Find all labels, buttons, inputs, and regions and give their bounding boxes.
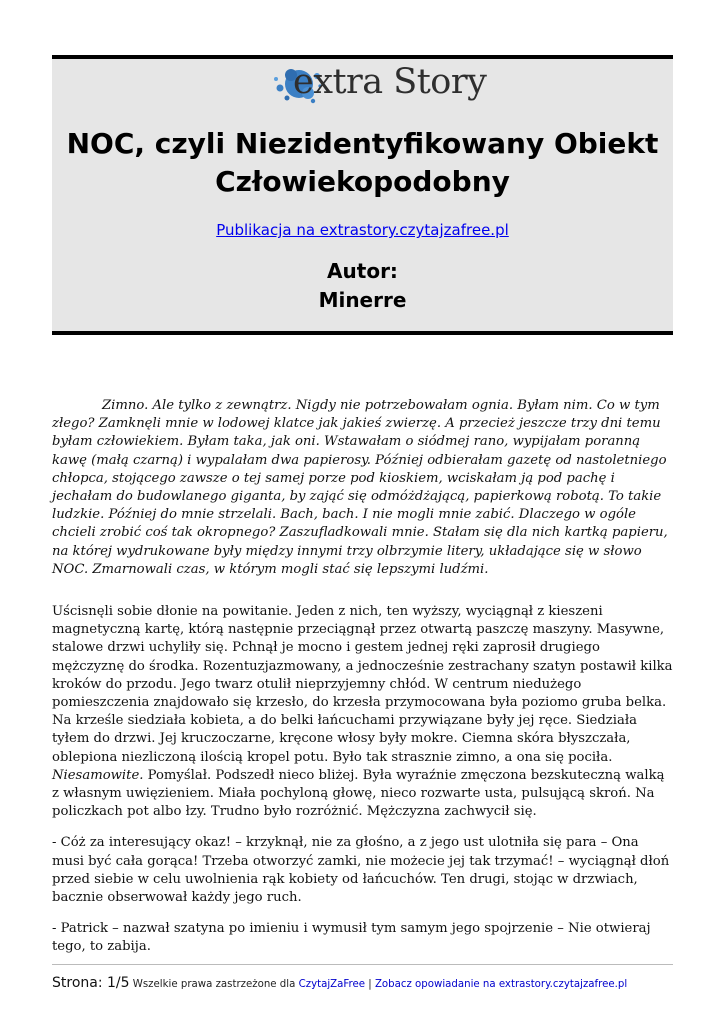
intro-paragraph: Zimno. Ale tylko z zewnątrz. Nigdy nie potrzebowałam ognia. Byłam nim. Co w tym złego? Zamknęli mnie w lodowej klatce jak jakieś zwierzę. A przecież jeszcze trzy dni temu byłam człowiekiem. Byłam taka, jak oni. Wstawałam o siódmej rano, wypijałam poranną kawę (małą czarną) i wypalałam dwa papierosy. Później odbierałam gazetę od nastoletniego chłopca, stojącego zawsze o tej samej porze pod kioskiem, wciskałam ją pod pachę i jechałam do budowlanego giganta, by zająć się odmóżdżającą, papierkową robotą. To takie ludzkie. Później do mnie strzelali. Bach, bach. I nie mogli mnie zabić. Dlaczego w ogóle chcieli zrobić coś tak okropnego? Zaszufladkowali mnie. Stałam się dla nich kartką papieru, na której wydrukowane były między innymi trzy olbrzymie litery, układające się w słowo NOC. Zmarnowali czas, w którym mogli stać się lepszymi ludźmi. (52, 398, 668, 577)
publication-link[interactable]: Publikacja na extrastory.czytajzafree.pl (216, 221, 509, 239)
rights-text: Wszelkie prawa zastrzeżone dla (132, 979, 296, 990)
title-line-1: NOC, czyli Niezidentyfikowany Obiekt (66, 127, 659, 160)
page-title (52, 125, 673, 201)
brand-link[interactable]: CzytajZaFree (298, 979, 366, 990)
paragraph-3: - Patrick – nazwał szatyna po imieniu i wymusił tym samym jego spojrzenie – Nie otwieraj tego, to zabija. (52, 921, 651, 955)
paragraph-2: - Cóż za interesujący okaz! – krzyknął, nie za głośno, a z jego ust ulotniła się para – Ona musi być cała gorąca! Trzeba otworzyć zamki, nie możecie jej tak trzymać! – wyciągnął dłoń przed siebie w celu uwolnienia rąk kobiety od łańcuchów. Ten drugi, stojąc w drzwiach, bacznie obserwował każdy jego ruch. (52, 835, 670, 906)
title-line-2: Człowiekopodobny (215, 165, 510, 198)
page-number: Strona: 1/5 (52, 975, 130, 991)
intro-passage (52, 397, 674, 579)
story-body (52, 603, 674, 970)
paragraph-1-part-2: Pomyślał. Podszedł nieco bliżej. Była wyraźnie zmęczona bezskuteczną walką z własnym uwięzieniem. Miała pochyloną głowę, nieco rozwarte usta, pulsującą skroń. Na policzkach pot albo łzy. Trudno było rozróżnić. Mężczyzna zachwycił się. (52, 767, 665, 820)
author-name: Minerre (318, 288, 407, 312)
footer-divider (52, 964, 673, 965)
author-label: Autor: (327, 259, 398, 283)
footer-separator: | (368, 979, 372, 990)
paragraph-1 (52, 603, 674, 821)
story-link[interactable]: Zobacz opowiadanie na extrastory.czytajzafree.pl (374, 979, 628, 990)
footer (52, 975, 692, 991)
paragraph-1-italic: Niesamowite. (52, 767, 144, 783)
logo-text: extra Story (293, 62, 487, 102)
paragraph-1-part-1: Uścisnęli sobie dłonie na powitanie. Jeden z nich, ten wyższy, wyciągnął z kieszeni magnetyczną kartę, którą następnie przeciągnął przez otwartą paszczę maszyny. Masywne, stalowe drzwi uchyliły się. Pchnął je mocno i gestem jednej ręki zaprosił drugiego mężczyznę do środka. Rozentuzjazmowany, a jednocześnie zestrachany szatyn postawił kilka kroków do przodu. Jego twarz otulił nieprzyjemny chłód. W centrum niedużego pomieszczenia znajdowało się krzesło, do krzesła przymocowana była poziomo gruba belka. Na krześle siedziała kobieta, a do belki łańcuchami przywiązane były jej ręce. Siedziała tyłem do drzwi. Jej kruczoczarne, kręcone włosy były mokre. Ciemna skóra błyszczała, oblepiona niezliczoną ilością kropel potu. Było tak strasznie zimno, a ona się pociła. (52, 604, 673, 765)
